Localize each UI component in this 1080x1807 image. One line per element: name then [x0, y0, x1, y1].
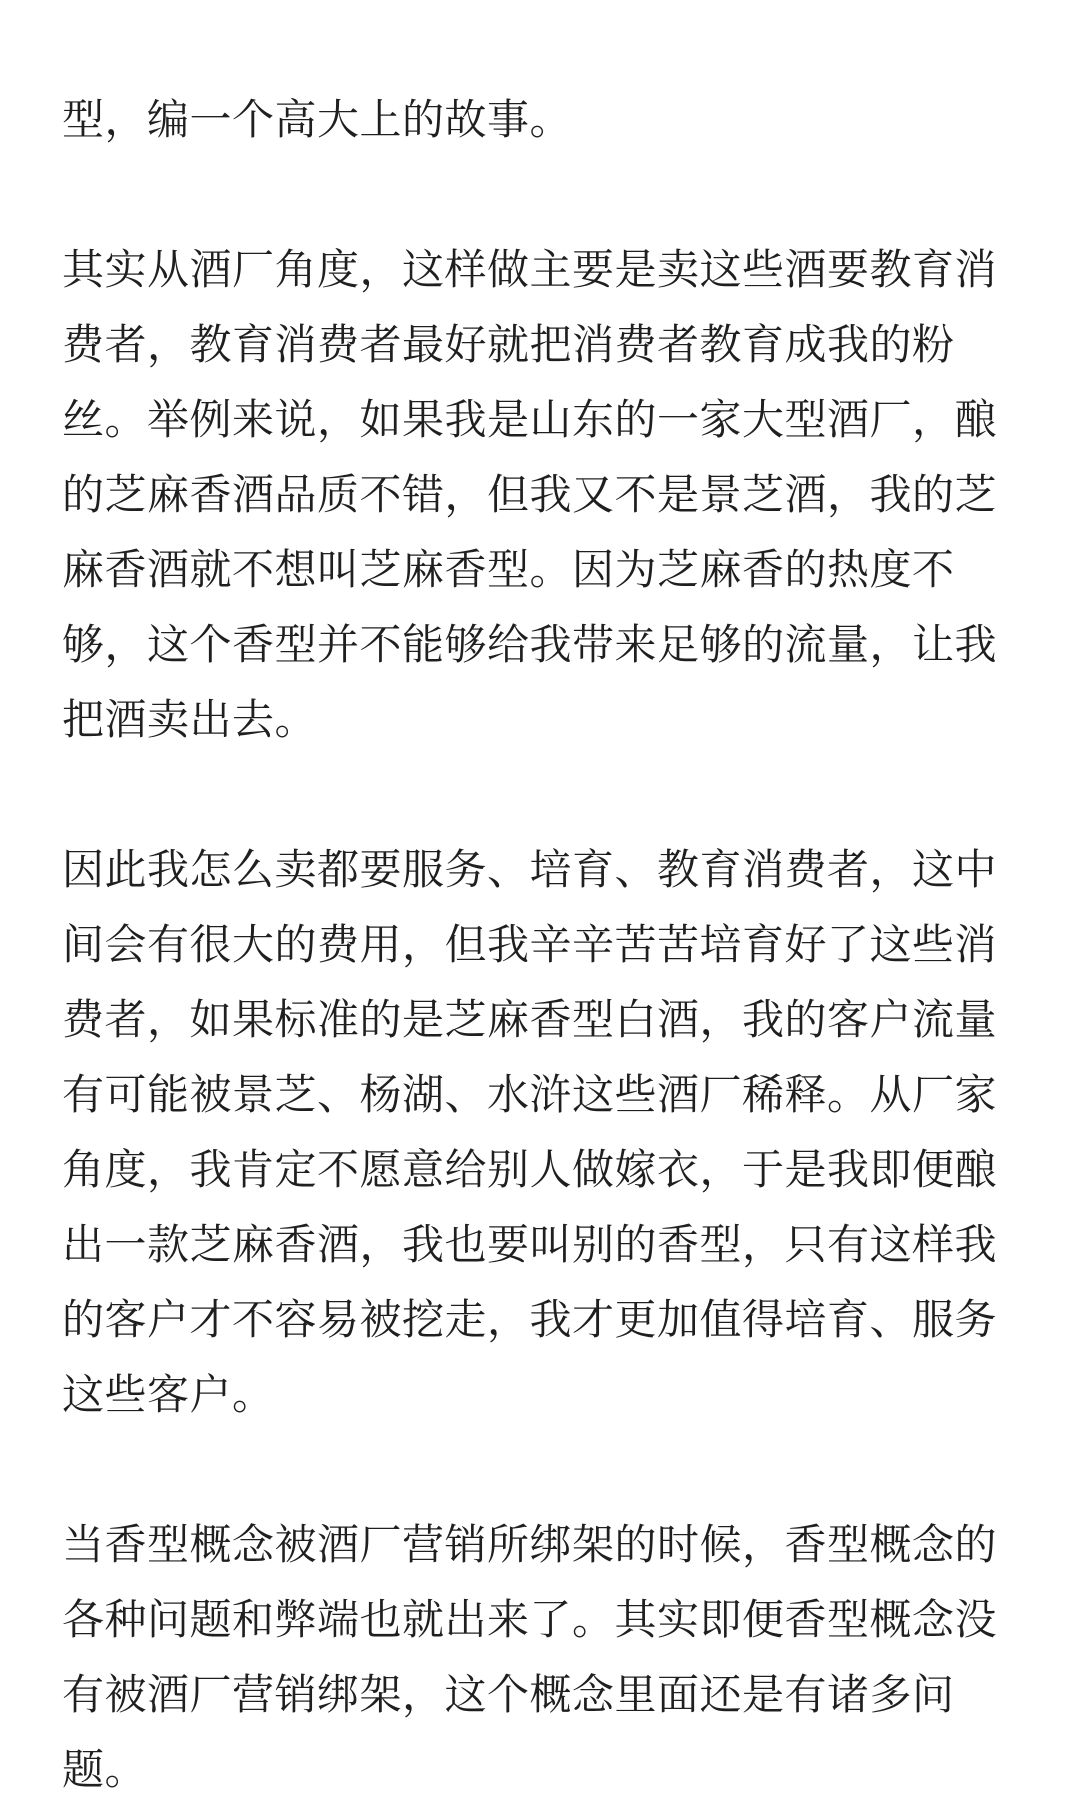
text-line: 有可能被景芝、杨湖、水浒这些酒厂稀释。从厂家 — [62, 1070, 998, 1119]
paragraph-2 — [62, 232, 1022, 757]
paragraph-4 — [62, 1507, 1022, 1807]
text-line: 麻香酒就不想叫芝麻香型。因为芝麻香的热度不 — [62, 545, 955, 594]
text-line: 丝。举例来说，如果我是山东的一家大型酒厂，酿 — [62, 395, 998, 444]
text-line: 的客户才不容易被挖走，我才更加值得培育、服务 — [62, 1295, 998, 1344]
text-line: 这些客户。 — [62, 1370, 275, 1419]
text-line: 各种问题和弊端也就出来了。其实即便香型概念没 — [62, 1595, 998, 1644]
text-line: 型，编一个高大上的故事。 — [62, 95, 573, 144]
text-line: 费者，教育消费者最好就把消费者教育成我的粉 — [62, 320, 955, 369]
text-line: 当香型概念被酒厂营销所绑架的时候，香型概念的 — [62, 1520, 998, 1569]
text-line: 的芝麻香酒品质不错，但我又不是景芝酒，我的芝 — [62, 470, 998, 519]
text-line: 费者，如果标准的是芝麻香型白酒，我的客户流量 — [62, 995, 998, 1044]
text-line: 因此我怎么卖都要服务、培育、教育消费者，这中 — [62, 845, 998, 894]
text-line: 出一款芝麻香酒，我也要叫别的香型，只有这样我 — [62, 1220, 998, 1269]
text-line: 题。 — [62, 1745, 148, 1794]
text-line: 间会有很大的费用，但我辛辛苦苦培育好了这些消 — [62, 920, 998, 969]
paragraph-3 — [62, 832, 1022, 1432]
paragraph-1 — [62, 82, 1022, 157]
text-line: 其实从酒厂角度，这样做主要是卖这些酒要教育消 — [62, 245, 998, 294]
article-body — [62, 82, 1022, 1807]
text-line: 把酒卖出去。 — [62, 695, 318, 744]
text-line: 有被酒厂营销绑架，这个概念里面还是有诸多问 — [62, 1670, 955, 1719]
text-line: 够，这个香型并不能够给我带来足够的流量，让我 — [62, 620, 998, 669]
text-line: 角度，我肯定不愿意给别人做嫁衣，于是我即便酿 — [62, 1145, 998, 1194]
